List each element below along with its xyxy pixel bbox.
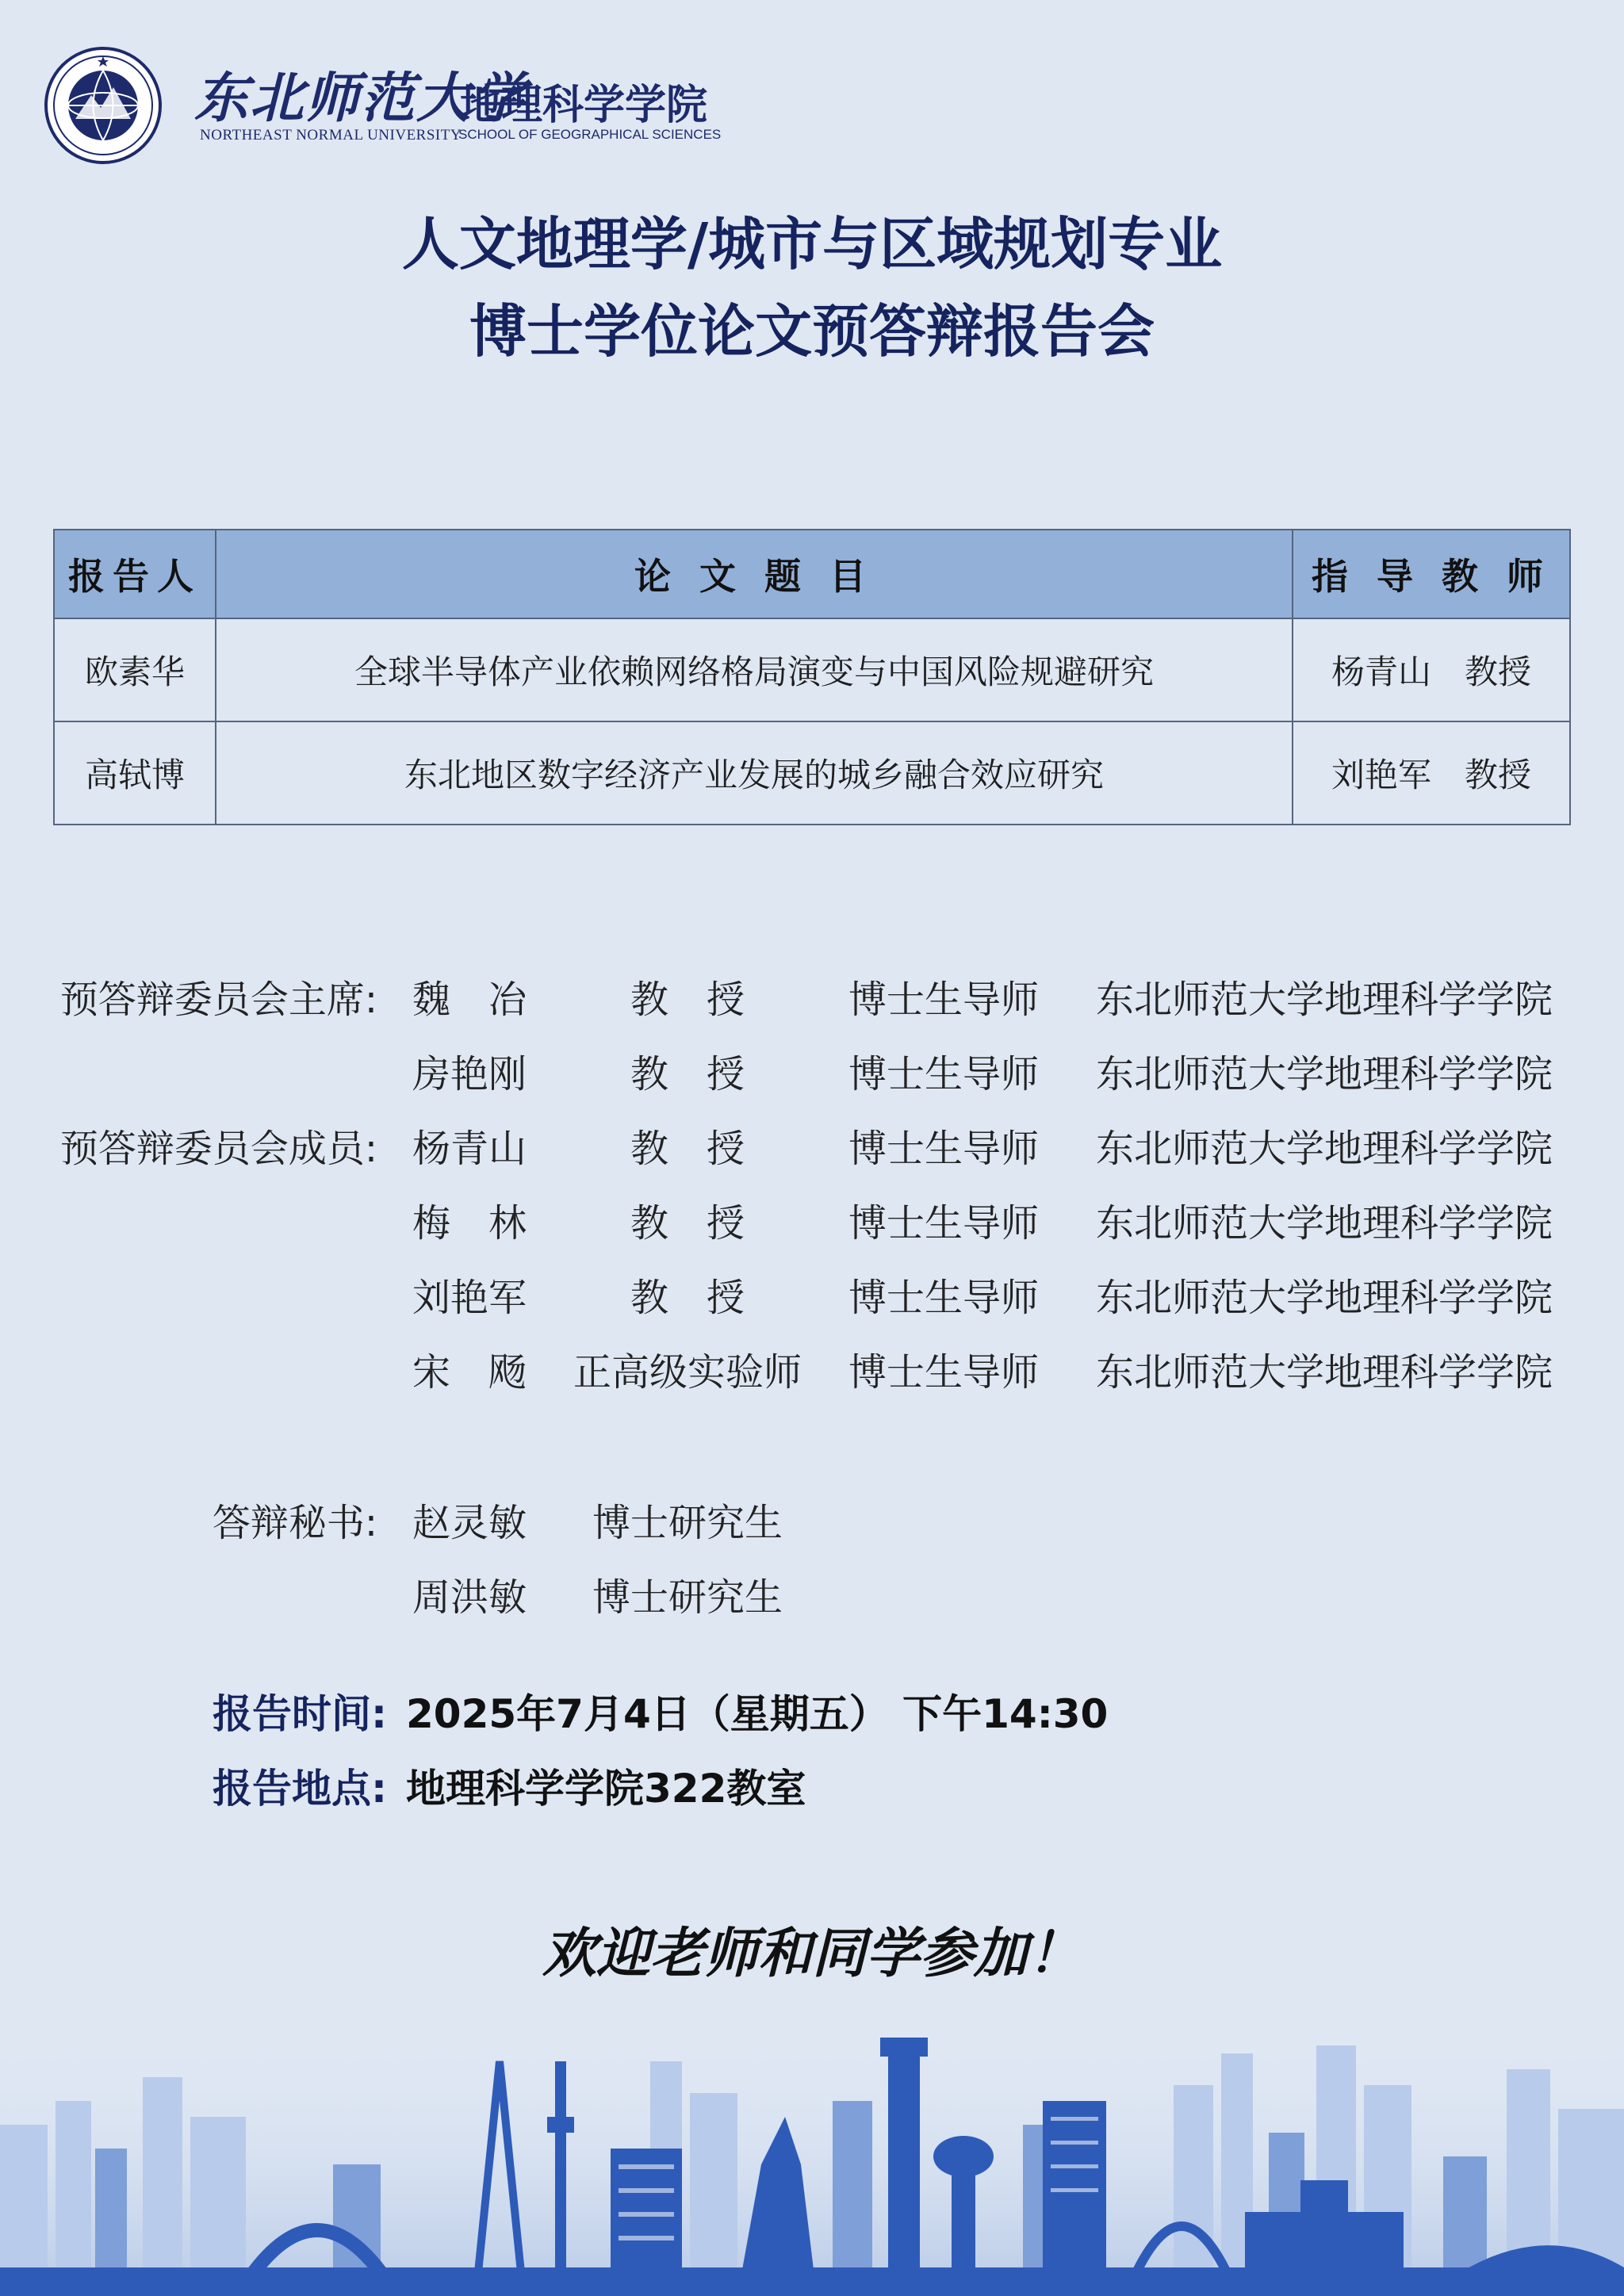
header-reporter: 报告人 bbox=[54, 530, 216, 618]
secretary-name: 赵灵敏 bbox=[412, 1501, 527, 1545]
university-name-cn: 东北师范大学 bbox=[194, 67, 528, 130]
thesis-cell: 全球半导体产业依赖网络格局演变与中国风险规避研究 bbox=[216, 618, 1293, 721]
committee-member-label: 预答辩委员会成员: bbox=[59, 1127, 377, 1171]
member-title: 正高级实验师 bbox=[573, 1350, 802, 1395]
page-title-line2: 博士学位论文预答辩报告会 bbox=[469, 298, 1155, 365]
university-name-en: NORTHEAST NORMAL UNIVERSITY bbox=[200, 127, 462, 144]
reporter-cell: 欧素华 bbox=[54, 618, 216, 721]
header-thesis: 论 文 题 目 bbox=[216, 530, 1293, 618]
member-org: 东北师范大学地理科学学院 bbox=[1096, 1201, 1553, 1246]
member-name: 杨青山 bbox=[412, 1127, 527, 1171]
member-org: 东北师范大学地理科学学院 bbox=[1096, 1127, 1553, 1171]
member-org: 东北师范大学地理科学学院 bbox=[1096, 1350, 1553, 1395]
welcome-message: 欢迎老师和同学参加！ bbox=[542, 1922, 1082, 1985]
member-role: 博士生导师 bbox=[848, 978, 1040, 1022]
report-time-value: 2025年7月4日（星期五） 下午14:30 bbox=[406, 1691, 1109, 1737]
member-role: 博士生导师 bbox=[848, 1052, 1040, 1096]
member-title: 教 授 bbox=[630, 1052, 745, 1096]
member-name: 刘艳军 bbox=[412, 1276, 527, 1320]
thesis-table bbox=[53, 529, 1571, 825]
member-role: 博士生导师 bbox=[848, 1350, 1040, 1395]
report-place-value: 地理科学学院322教室 bbox=[406, 1766, 806, 1812]
member-org: 东北师范大学地理科学学院 bbox=[1096, 1276, 1553, 1320]
thesis-cell: 东北地区数字经济产业发展的城乡融合效应研究 bbox=[216, 721, 1293, 825]
member-role: 博士生导师 bbox=[848, 1127, 1040, 1171]
member-role: 博士生导师 bbox=[848, 1276, 1040, 1320]
member-role: 博士生导师 bbox=[848, 1201, 1040, 1246]
member-name: 梅 林 bbox=[412, 1201, 527, 1246]
member-title: 教 授 bbox=[630, 978, 745, 1022]
committee-chair-label: 预答辩委员会主席: bbox=[59, 978, 377, 1022]
member-title: 教 授 bbox=[630, 1276, 745, 1320]
page-title-line1: 人文地理学/城市与区域规划专业 bbox=[401, 211, 1223, 277]
secretary-label: 答辩秘书: bbox=[212, 1501, 377, 1545]
header-advisor: 指 导 教 师 bbox=[1293, 530, 1570, 618]
member-org: 东北师范大学地理科学学院 bbox=[1096, 978, 1553, 1022]
city-skyline-icon bbox=[0, 2030, 1624, 2296]
advisor-cell: 杨青山 教授 bbox=[1293, 618, 1570, 721]
secretary-title: 博士研究生 bbox=[592, 1575, 783, 1620]
member-title: 教 授 bbox=[630, 1127, 745, 1171]
member-name: 宋 飏 bbox=[412, 1350, 527, 1395]
member-name: 房艳刚 bbox=[412, 1052, 527, 1096]
member-title: 教 授 bbox=[630, 1201, 745, 1246]
table-row bbox=[54, 618, 1570, 721]
table-header-row bbox=[54, 530, 1570, 618]
advisor-cell: 刘艳军 教授 bbox=[1293, 721, 1570, 825]
university-seal-icon bbox=[44, 46, 163, 165]
school-name-cn: 地理科学学院 bbox=[460, 82, 708, 129]
school-name-en: SCHOOL OF GEOGRAPHICAL SCIENCES bbox=[458, 127, 722, 142]
report-place-label: 报告地点: bbox=[213, 1766, 387, 1812]
secretary-title: 博士研究生 bbox=[592, 1501, 783, 1545]
member-org: 东北师范大学地理科学学院 bbox=[1096, 1052, 1553, 1096]
reporter-cell: 高轼博 bbox=[54, 721, 216, 825]
table-row bbox=[54, 721, 1570, 825]
member-name: 魏 冶 bbox=[412, 978, 527, 1022]
secretary-name: 周洪敏 bbox=[412, 1575, 527, 1620]
report-time-label: 报告时间: bbox=[213, 1691, 387, 1737]
